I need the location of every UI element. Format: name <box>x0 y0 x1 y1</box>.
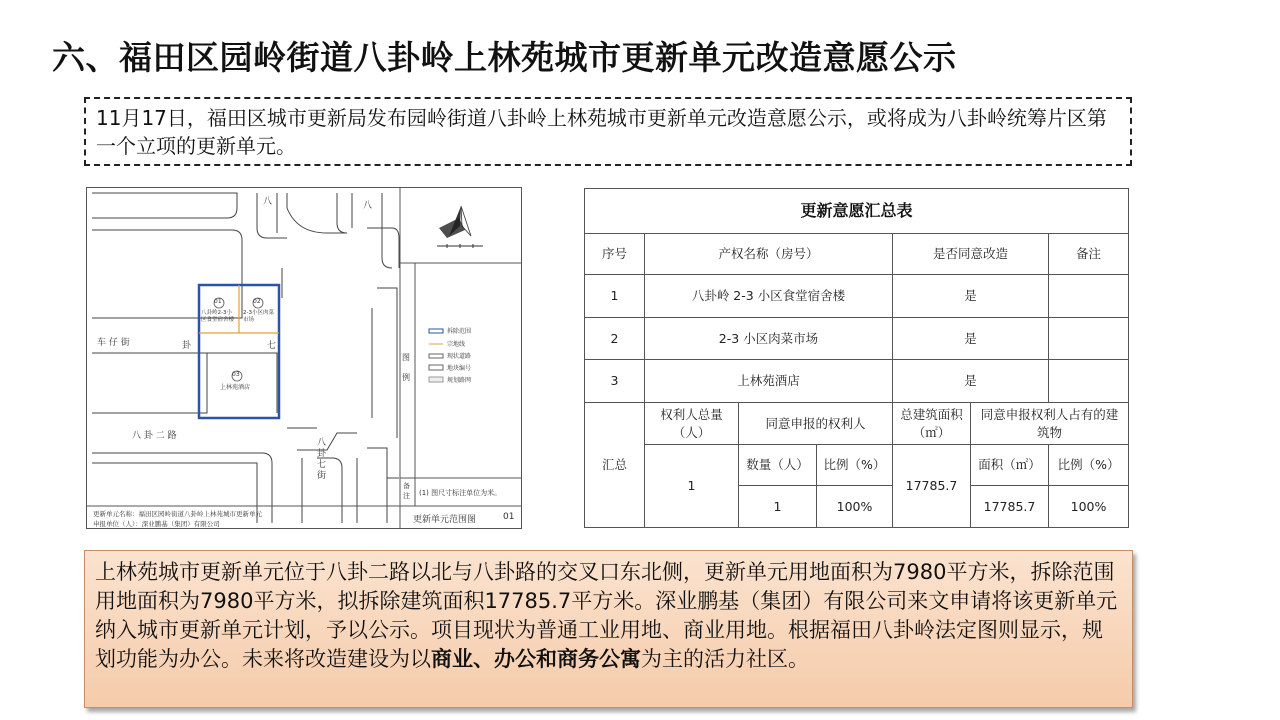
renewal-unit-map <box>86 187 522 529</box>
road-label-ba-2: 八 <box>363 201 373 211</box>
cell-remark <box>1049 360 1129 403</box>
table-row <box>585 360 1129 403</box>
parcel-a-label: 八卦岭2-3小区食堂宿舍楼 <box>201 310 235 323</box>
value-area-ratio: 100% <box>1049 486 1129 528</box>
value-total-owners: 1 <box>645 445 739 528</box>
header-total-owners: 权利人总量（人） <box>645 403 739 445</box>
header-agreeing-owners: 同意申报的权利人 <box>739 403 893 445</box>
table-caption: 更新意愿汇总表 <box>585 189 1129 234</box>
footer-applicant: 申报单位（人）：深业鹏基（集团）有限公司 <box>93 520 220 528</box>
cell-remark <box>1049 275 1129 318</box>
cell-no: 3 <box>585 360 645 403</box>
footer-map-title: 更新单元范围图 <box>413 515 477 525</box>
legend-item: 宗地线 <box>447 341 466 348</box>
legend-item: 拆除范围 <box>447 328 472 335</box>
road-label-ba: 八 <box>263 197 273 207</box>
value-area: 17785.7 <box>971 486 1049 528</box>
parcel-b-label: 2-3小区肉菜市场 <box>243 310 274 323</box>
cell-agree: 是 <box>893 275 1049 318</box>
parcel-c-label: 上林苑酒店 <box>220 384 251 391</box>
road-label-bagua7: 八卦七街 <box>317 438 327 481</box>
value-total-area: 17785.7 <box>893 445 971 528</box>
cell-name: 八卦岭 2-3 小区食堂宿舍楼 <box>645 275 893 318</box>
legend-heading: 图例 <box>402 353 410 382</box>
intro-box: 11月17日，福田区城市更新局发布园岭街道八卦岭上林苑城市更新单元改造意愿公示，或将成为八卦岭统筹片区第一个立项的更新单元。 <box>84 97 1132 166</box>
remarks-heading: 备注 <box>403 482 410 500</box>
legend-item: 规划路网 <box>447 377 472 384</box>
header-area: 面积（㎡） <box>971 445 1049 486</box>
cell-agree: 是 <box>893 360 1049 403</box>
north-arrow-icon <box>437 206 483 248</box>
table-row <box>585 275 1129 318</box>
cell-name: 上林苑酒店 <box>645 360 893 403</box>
parcel-a-number: 01 <box>214 298 222 305</box>
road-label-gua: 卦 <box>182 341 192 351</box>
project-summary-box <box>84 550 1133 708</box>
value-ratio: 100% <box>817 486 893 528</box>
summary-tail: 为主的活力社区。 <box>641 647 809 671</box>
header-name: 产权名称（房号） <box>645 234 893 275</box>
footer-unit-name: 更新单元名称：福田区园岭街道八卦岭上林苑城市更新单元 <box>93 510 262 518</box>
cell-no: 2 <box>585 318 645 360</box>
legend-item: 现状道路 <box>447 353 472 360</box>
header-agree: 是否同意改造 <box>893 234 1049 275</box>
slide-title: 六、福田区园岭街道八卦岭上林苑城市更新单元改造意愿公示 <box>52 38 957 77</box>
header-agreeing-area: 同意申报权利人占有的建筑物 <box>971 403 1129 445</box>
cell-remark <box>1049 318 1129 360</box>
summary-label: 汇总 <box>585 403 645 528</box>
renewal-willingness-table <box>584 188 1129 528</box>
road-label-bagua2: 八 卦 二 路 <box>132 431 177 441</box>
parcel-b-number: 02 <box>253 298 261 305</box>
legend-item: 地块编号 <box>447 365 472 372</box>
value-count: 1 <box>739 486 817 528</box>
footer-map-page: 01 <box>503 512 515 522</box>
summary-highlight: 商业、办公和商务公寓 <box>431 647 641 671</box>
parcel-c-number: 03 <box>232 371 240 378</box>
header-area-ratio: 比例（%） <box>1049 445 1129 486</box>
remarks-text: (1) 图尺寸标注单位为米。 <box>419 489 502 497</box>
header-remark: 备注 <box>1049 234 1129 275</box>
header-ratio: 比例（%） <box>817 445 893 486</box>
road-label-chezai: 车 仔 街 <box>97 338 130 348</box>
header-no: 序号 <box>585 234 645 275</box>
road-label-qi: 七 <box>267 341 277 351</box>
cell-agree: 是 <box>893 318 1049 360</box>
summary-text: 上林苑城市更新单元位于八卦二路以北与八卦路的交叉口东北侧，更新单元用地面积为7980平方米，拆除范围用地面积为7980平方米，拟拆除建筑面积17785.7平方米。深业鹏基（集团）有限公司来文申请将该更新单元纳入城市更新单元计划，予以公示。项目现状为普通工业用地、商业用地。根据福田八卦岭法定图则显示，规划功能为办公。未来将改造建设为以 <box>95 560 1118 671</box>
cell-no: 1 <box>585 275 645 318</box>
header-count: 数量（人） <box>739 445 817 486</box>
header-total-area: 总建筑面积（㎡） <box>893 403 971 445</box>
table-row <box>585 318 1129 360</box>
cell-name: 2-3 小区肉菜市场 <box>645 318 893 360</box>
